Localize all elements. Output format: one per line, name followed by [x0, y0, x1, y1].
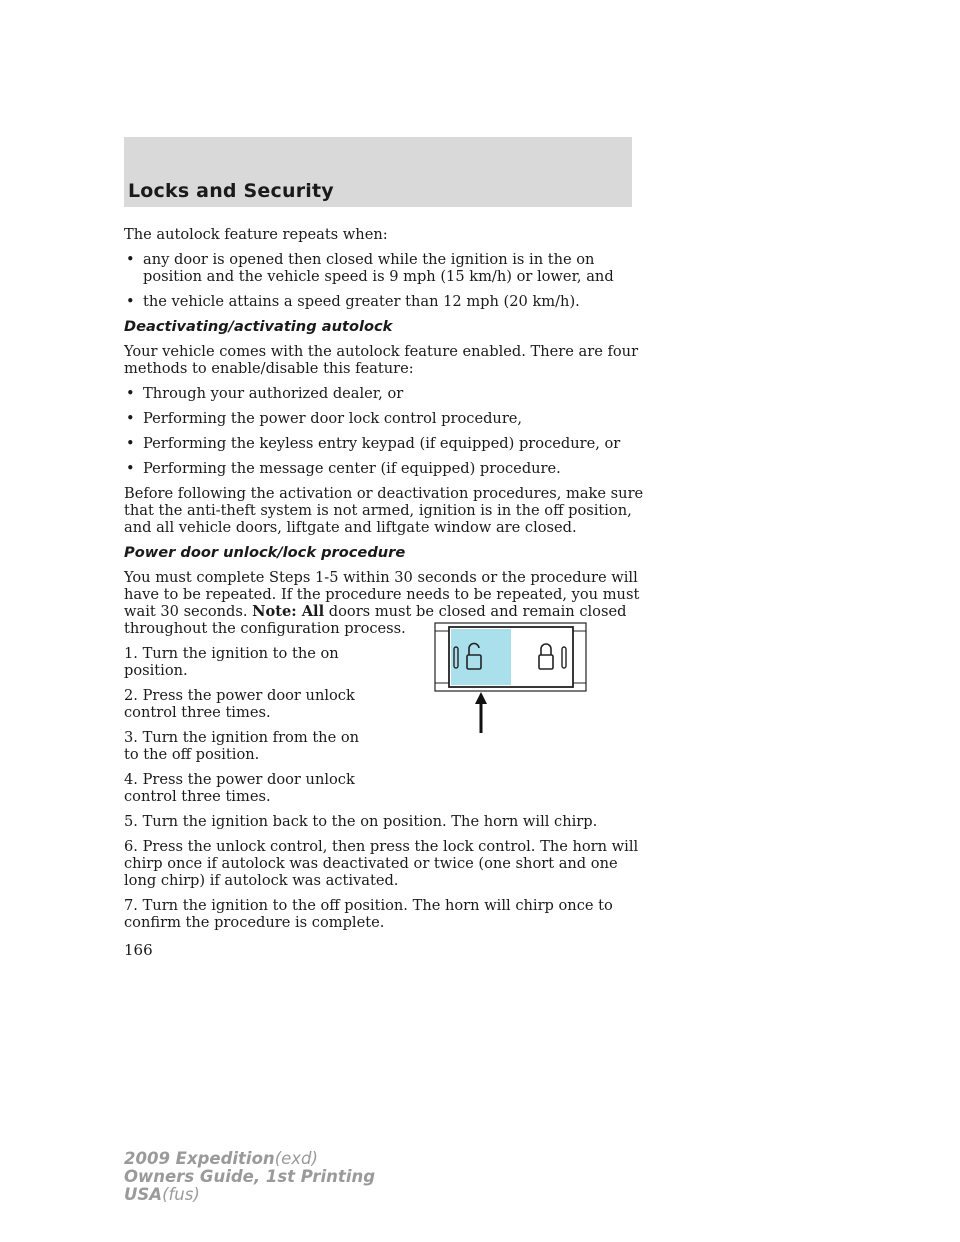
step-item: 5. Turn the ignition back to the on position. The horn will chirp. — [124, 813, 598, 830]
bullet-icon: • — [126, 385, 135, 402]
list-item: • any door is opened then closed while the ignition is in the on position and the vehicle speed is 9 mph (15 km/h) or lower, and — [126, 251, 614, 285]
step-item: 7. Turn the ignition to the off position. The horn will chirp once to confirm the procedure is complete. — [124, 897, 613, 931]
step-item: 3. Turn the ignition from the on to the off position. — [124, 729, 360, 763]
list-item: • the vehicle attains a speed greater than 12 mph (20 km/h). — [126, 293, 580, 310]
intro-text: The autolock feature repeats when: — [124, 226, 388, 243]
note-label: Note: All — [252, 603, 325, 620]
page-title: Locks and Security — [128, 180, 334, 202]
page-number: 166 — [124, 941, 153, 959]
precondition-text: Before following the activation or deactivation procedures, make sure that the anti-theft system is not armed, ignition is in the off position, and all vehicle doors, liftgate and liftgate window are closed. — [124, 485, 644, 536]
section-heading: Power door unlock/lock procedure — [124, 544, 406, 561]
bullet-icon: • — [126, 293, 135, 310]
list-item: • Performing the power door lock control procedure, — [126, 410, 523, 427]
step-item: 1. Turn the ignition to the on position. — [124, 645, 339, 679]
section-body: You must complete Steps 1-5 within 30 seconds or the procedure will have to be repeated. If the procedure needs to be repeated, you must wait 30 seconds. Note: All doors must be closed and remain closed throughout the configuration process. — [124, 569, 640, 637]
bullet-icon: • — [126, 251, 135, 268]
list-item: • Performing the message center (if equipped) procedure. — [126, 460, 561, 477]
footer-line: USA(fus) — [124, 1185, 200, 1204]
main-content — [124, 226, 644, 939]
step-item: 6. Press the unlock control, then press the lock control. The horn will chirp once if autolock was deactivated or twice (one short and one long chirp) if autolock was activated. — [124, 838, 639, 889]
step-item: 2. Press the power door unlock control three times. — [124, 687, 355, 721]
section-body: Your vehicle comes with the autolock feature enabled. There are four methods to enable/disable this feature: — [124, 343, 639, 377]
arrow-up-icon — [475, 692, 487, 733]
footer-line: 2009 Expedition(exd) — [124, 1149, 318, 1168]
list-item: • Through your authorized dealer, or — [126, 385, 404, 402]
footer-line: Owners Guide, 1st Printing — [124, 1167, 376, 1186]
door-lock-switch-illustration — [434, 620, 589, 735]
bullet-icon: • — [126, 410, 135, 427]
list-item: • Performing the keyless entry keypad (if equipped) procedure, or — [126, 435, 621, 452]
bullet-icon: • — [126, 435, 135, 452]
bullet-icon: • — [126, 460, 135, 477]
document-footer — [124, 1150, 375, 1204]
section-heading: Deactivating/activating autolock — [124, 318, 393, 335]
step-item: 4. Press the power door unlock control three times. — [124, 771, 355, 805]
door-lock-switch-icon — [434, 620, 589, 735]
